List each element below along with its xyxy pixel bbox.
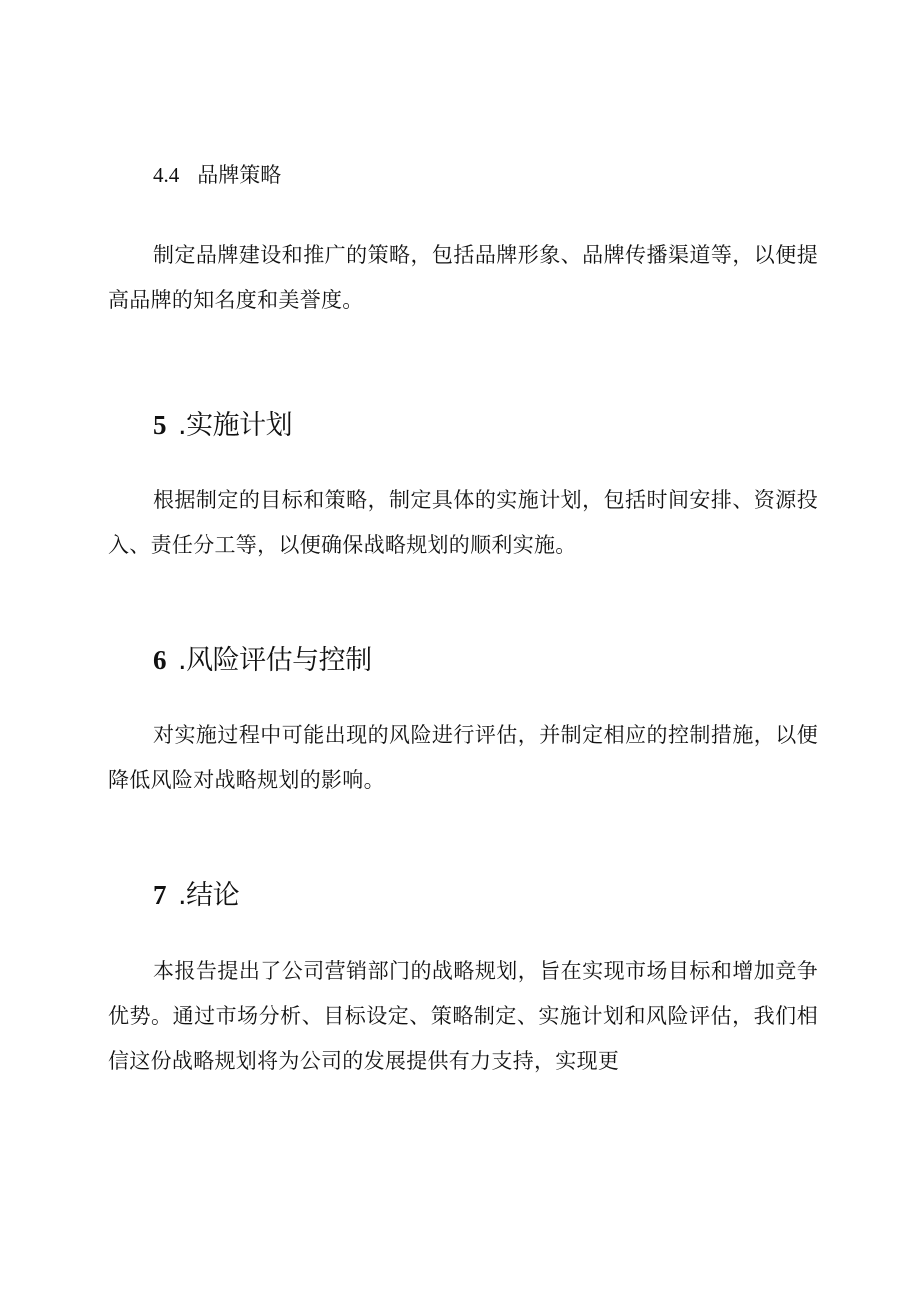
section-5-heading [153,407,292,444]
section-7-title: .结论 [178,880,240,911]
section-6-heading [153,642,372,679]
section-5-paragraph: 根据制定的目标和策略，制定具体的实施计划，包括时间安排、资源投入、责任分工等，以便确保战略规划的顺利实施。 [108,488,818,557]
section-5-title: .实施计划 [178,410,293,441]
section-7-number: 7 [153,880,166,910]
section-4-4-title: 品牌策略 [197,163,282,187]
section-4-4-number: 4.4 [153,163,180,187]
section-7-paragraph: 本报告提出了公司营销部门的战略规划，旨在实现市场目标和增加竞争优势。通过市场分析、目标设定、策略制定、实施计划和风险评估，我们相信这份战略规划将为公司的发展提供有力支持，实现更 [108,959,818,1073]
section-6-number: 6 [153,645,166,675]
section-6-title: .风险评估与控制 [178,645,372,676]
section-6-paragraph: 对实施过程中可能出现的风险进行评估，并制定相应的控制措施，以便降低风险对战略规划的影响。 [108,723,818,792]
section-5-number: 5 [153,410,166,440]
section-4-4-paragraph: 制定品牌建设和推广的策略，包括品牌形象、品牌传播渠道等，以便提高品牌的知名度和美誉度。 [108,243,818,312]
section-4-4-heading [153,160,281,190]
section-7-heading [153,877,239,914]
